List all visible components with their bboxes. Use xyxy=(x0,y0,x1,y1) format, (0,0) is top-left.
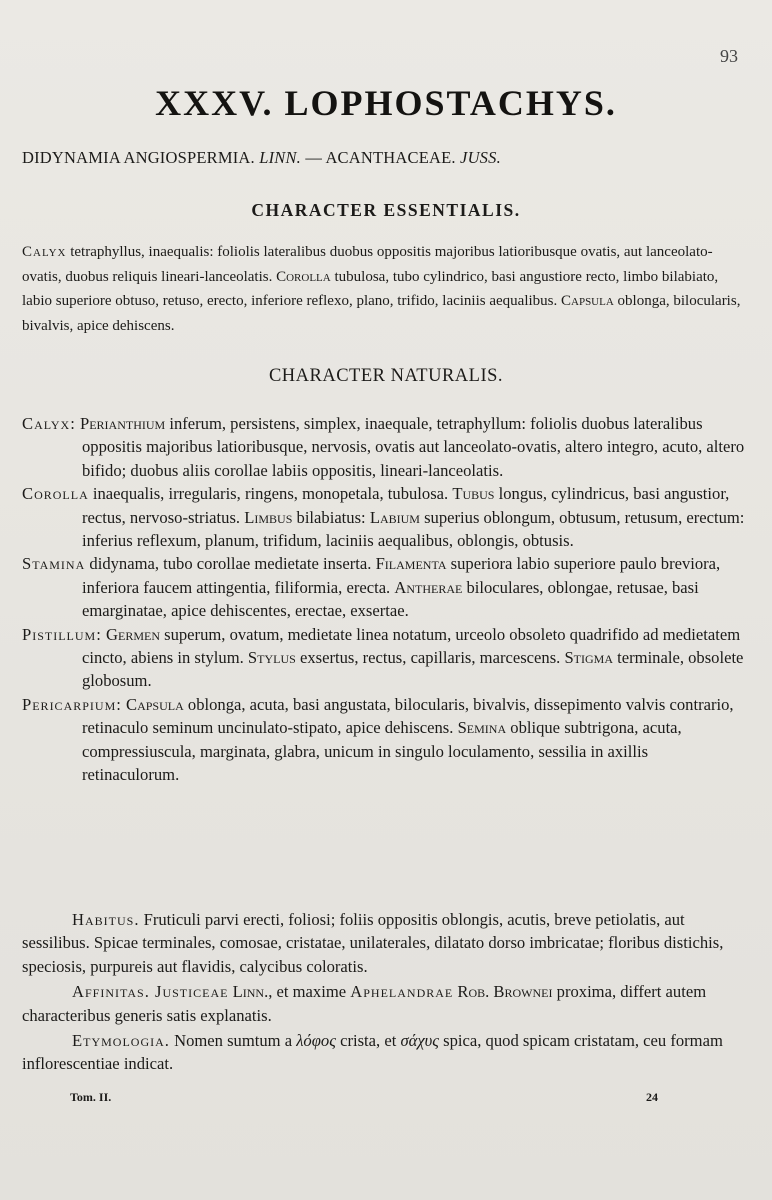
nat-antherae: Antherae xyxy=(394,577,463,597)
nat-pistillum-text-3: terminale, obsolete globosum. xyxy=(82,648,744,691)
ess-capsula-text: oblonga, bilocularis, bivalvis, apice dehiscens. xyxy=(22,293,741,334)
classification-line xyxy=(22,148,501,168)
nat-perianthium: Perianthium xyxy=(79,414,166,433)
nat-pericarpium-text-1: oblonga, acuta, basi angustata, bilocularis, bivalvis, dissepimento valvis contrario, retinaculo seminum uncinulato-stipato, apice dehiscens. xyxy=(82,694,734,738)
nat-pericarpium-text-2: oblique subtrigona, acuta, compressiuscula, marginata, glabra, unicum in singulo loculamento, sessilia in axillis retinaculorum. xyxy=(82,718,682,785)
etymologia-text-1: Nomen sumtum a xyxy=(169,1031,297,1051)
heading-character-essentialis: CHARACTER ESSENTIALIS. xyxy=(251,200,521,220)
classification-system: DIDYNAMIA ANGIOSPERMIA. xyxy=(22,148,260,167)
nat-pericarpium-paragraph xyxy=(22,693,748,787)
nat-stigma: Stigma xyxy=(564,648,614,668)
etymologia-greek-lophos: λόφος xyxy=(296,1031,336,1051)
nat-filamenta: Filamenta xyxy=(375,554,447,574)
page-title: XXXV. LOPHOSTACHYS. xyxy=(155,83,617,123)
footer-volume: Tom. II. xyxy=(70,1090,112,1104)
nat-tubus: Tubus xyxy=(452,484,495,504)
habitus-paragraph xyxy=(22,908,748,978)
nat-stamina-paragraph xyxy=(22,552,748,622)
character-naturalis-text xyxy=(22,412,748,787)
footer-signature: 24 xyxy=(646,1090,658,1104)
ess-capsula-label: Capsula xyxy=(561,293,614,309)
nat-stylus: Stylus xyxy=(247,648,296,668)
classification-author-juss: JUSS. xyxy=(460,148,501,167)
nat-calyx-label: Calyx: xyxy=(22,414,76,433)
etymologia-greek-stachys: σάχυς xyxy=(400,1031,440,1051)
nat-stamina-text-1: didynama, tubo corollae medietate inserta. xyxy=(85,554,376,574)
nat-stamina-text-2: superiora labio superiore paulo breviora, inferiora faucem attingentia, filiformia, erecta. xyxy=(82,554,721,597)
nat-labium: Labium xyxy=(369,507,420,527)
habitus-label: Habitus. xyxy=(72,910,140,929)
etymologia-text-3: spica, quod spicam cristatam, ceu formam inflorescentiae indicat. xyxy=(22,1031,723,1074)
ess-corolla-text: tubulosa, tubo cylindrico, basi angustiore recto, limbo bilabiato, labio superiore obtuso, retuso, erecto, inferiore reflexo, plano, trifido, laciniis aequalibus. xyxy=(22,268,719,309)
affinitas-linn: Linn. xyxy=(228,982,269,1002)
character-essentialis-text xyxy=(22,240,746,338)
classification-family: — ACANTHACEAE. xyxy=(301,148,461,167)
nat-corolla-text-4: superius oblongum, obtusum, retusum, erectum: inferius reflexum, planum, trifidum, laciniis aequalibus, oblongis, obtusis. xyxy=(82,507,745,551)
nat-calyx-text: inferum, persistens, simplex, inaequale, tetraphyllum: foliolis duobus lateralibus oppositis majoribus latioribusque, nervosis, ovatis aut lanceolato-ovatis, altero integro, acuto, altero bifido; duobus aliis corollae labiis oppositis, lineari-lanceolatis. xyxy=(82,414,745,480)
affinitas-rob-brownei: Rob. Brownei xyxy=(453,982,553,1002)
nat-pericarpium-label: Pericarpium: xyxy=(22,694,122,714)
nat-pistillum-paragraph xyxy=(22,623,748,693)
affinitas-label: Affinitas. xyxy=(72,982,150,1002)
nat-pistillum-text-1: superum, ovatum, medietate linea notatum, urceolo obsoleto quadrifido ad medietatem cincto, abiens in stylum. xyxy=(82,624,741,668)
nat-stamina-label: Stamina xyxy=(22,554,86,574)
etymologia-text-2: crista, et xyxy=(335,1031,401,1051)
classification-author-linn: LINN. xyxy=(259,148,301,167)
affinitas-justiceae: Justiceae xyxy=(149,982,229,1002)
nat-germen: Germen xyxy=(106,624,160,644)
nat-corolla-text-1: inaequalis, irregularis, ringens, monopetala, tubulosa. xyxy=(88,484,453,504)
nat-corolla-paragraph xyxy=(22,482,748,552)
nat-corolla-text-3: bilabiatus: xyxy=(292,507,370,527)
page-number: 93 xyxy=(720,46,738,66)
nat-corolla-label: Corolla xyxy=(22,484,89,504)
affinitas-text-2: proxima, differt autem characteribus generis satis explanatis. xyxy=(22,982,707,1025)
nat-pistillum-label: Pistillum: xyxy=(22,624,102,644)
nat-stamina-text-3: biloculares, oblongae, retusae, basi emarginatae, apice dehiscentes, erectae, exsertae. xyxy=(82,577,699,621)
nat-corolla-text-2: longus, cylindricus, basi angustior, rectus, nervoso-striatus. xyxy=(82,484,730,527)
etymologia-label: Etymologia. xyxy=(72,1031,170,1051)
affinitas-paragraph xyxy=(22,980,748,1027)
ess-corolla-label: Corolla xyxy=(276,268,331,285)
affinitas-aphelandrae: Aphelandrae xyxy=(350,982,454,1002)
heading-character-naturalis: CHARACTER NATURALIS. xyxy=(268,366,504,386)
nat-capsula: Capsula xyxy=(126,694,184,714)
habitus-text: Fruticuli parvi erecti, foliosi; foliis oppositis oblongis, acutis, breve petiolatis, aut sessilibus. Spicae terminales, comosae, cristatae, unilaterales, dilatato dorso imbricatae; floribus distichis, speciosis, purpureis aut flavidis, calycibus coloratis. xyxy=(22,910,724,976)
nat-pistillum-text-2: exsertus, rectus, capillaris, marcescens. xyxy=(295,648,565,668)
nat-calyx-paragraph xyxy=(22,412,748,482)
habitus-section xyxy=(22,908,748,1076)
ess-calyx-label: Calyx xyxy=(22,244,67,260)
affinitas-text-1: , et maxime xyxy=(268,982,351,1002)
nat-limbus: Limbus xyxy=(244,507,293,527)
nat-semina: Semina xyxy=(457,718,507,738)
ess-calyx-text: tetraphyllus, inaequalis: foliolis lateralibus duobus oppositis majoribus latioribusque ovatis, aut lanceolato-ovatis, duobus reliquis lineari-lanceolatis. xyxy=(22,244,713,285)
etymologia-paragraph xyxy=(22,1029,748,1076)
